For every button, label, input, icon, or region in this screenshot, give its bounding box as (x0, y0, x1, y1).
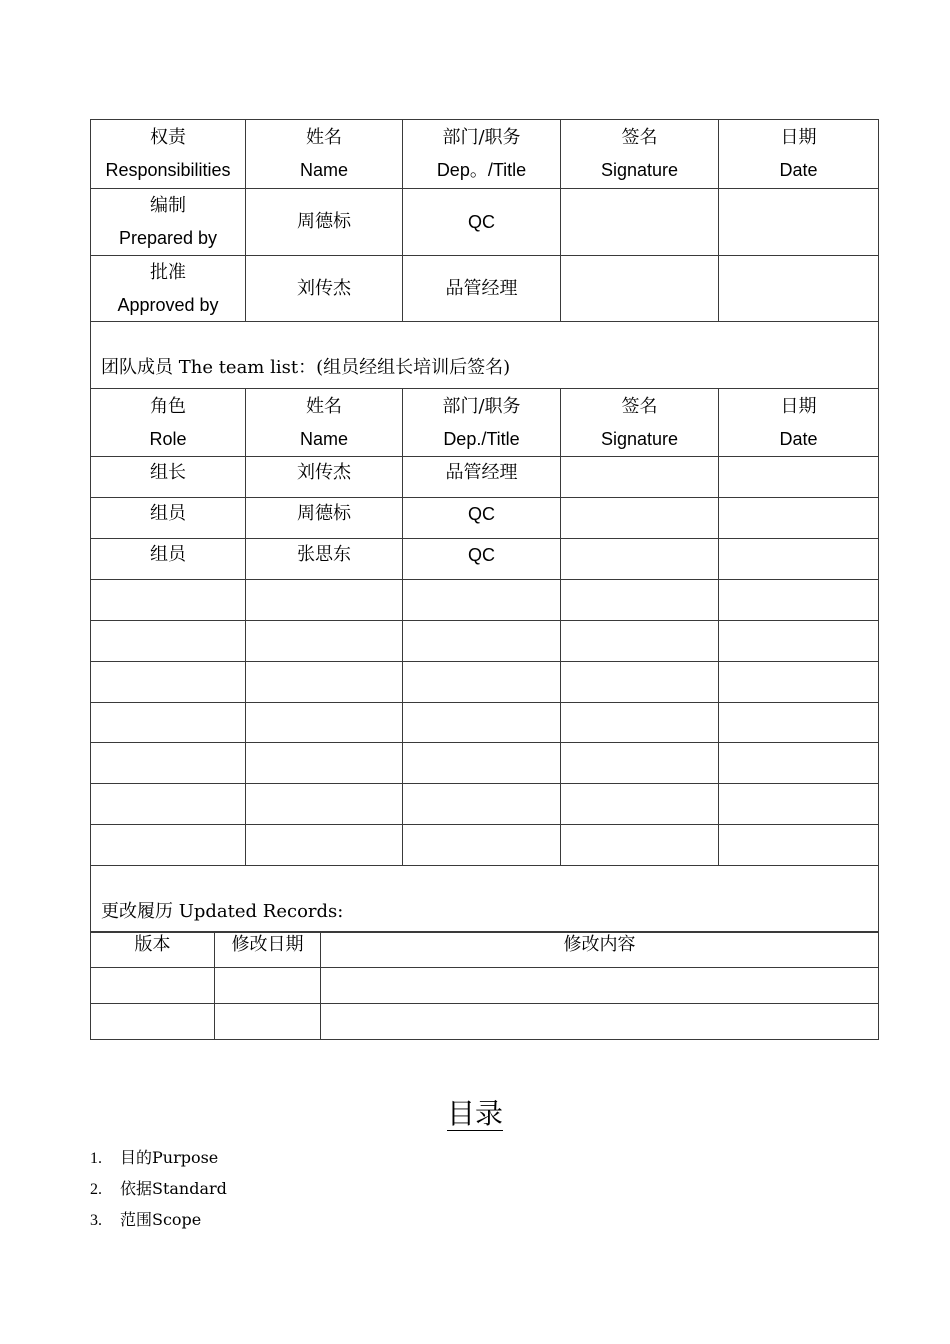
toc-item-number: 1. (90, 1150, 102, 1167)
empty-cell[interactable] (561, 703, 719, 743)
header-en: Date (779, 160, 818, 180)
header-dept-title (403, 120, 561, 189)
empty-cell[interactable] (91, 968, 215, 1004)
header-zh: 姓名 (306, 127, 342, 148)
empty-cell[interactable] (403, 621, 561, 662)
empty-cell[interactable] (719, 825, 879, 866)
header-responsibilities (91, 120, 246, 189)
header-name (246, 120, 403, 189)
team-label-row (91, 322, 879, 389)
empty-cell[interactable] (561, 580, 719, 621)
toc-item-text: 目的Purpose (120, 1148, 219, 1167)
toc-item-text: 范围Scope (120, 1210, 202, 1229)
date-cell[interactable] (719, 539, 879, 580)
header-zh: 姓名 (306, 395, 342, 417)
header-zh: 签名 (621, 395, 658, 417)
empty-cell[interactable] (719, 703, 879, 743)
empty-cell[interactable] (246, 703, 403, 743)
team-list-label: 团队成员 The team list：(组员经组长培训后签名) (91, 322, 879, 389)
toc-item-number: 2. (90, 1181, 102, 1198)
name-cell: 周德标 (246, 189, 403, 256)
date-cell[interactable] (719, 498, 879, 539)
date-cell[interactable] (719, 189, 879, 256)
empty-cell[interactable] (91, 784, 246, 825)
empty-cell[interactable] (246, 580, 403, 621)
header-modify-date: 修改日期 (215, 932, 321, 968)
header-en: Role (149, 428, 187, 449)
header-en: Responsibilities (105, 160, 231, 180)
header-zh: 日期 (780, 395, 817, 417)
empty-cell[interactable] (91, 703, 246, 743)
toc-item-text: 依据Standard (120, 1179, 227, 1198)
team-header-row (91, 389, 879, 457)
date-cell[interactable] (719, 256, 879, 322)
empty-cell[interactable] (719, 743, 879, 784)
toc-title (0, 1096, 950, 1132)
header-zh: 权责 (150, 127, 186, 148)
empty-cell[interactable] (321, 1004, 879, 1040)
header-date (719, 389, 879, 457)
header-en: Dep。/Title (436, 160, 527, 180)
empty-team-row (91, 662, 879, 703)
dept-cell: QC (403, 498, 561, 539)
empty-cell[interactable] (403, 703, 561, 743)
empty-cell[interactable] (246, 825, 403, 866)
approved-by-row (91, 256, 879, 322)
empty-cell[interactable] (561, 743, 719, 784)
header-signature (561, 389, 719, 457)
empty-cell[interactable] (403, 580, 561, 621)
empty-team-row (91, 580, 879, 621)
empty-cell[interactable] (403, 825, 561, 866)
header-en: Name (299, 160, 348, 180)
name-cell: 刘传杰 (246, 457, 403, 498)
header-role (91, 389, 246, 457)
dept-cell: 品管经理 (403, 457, 561, 498)
empty-cell[interactable] (321, 968, 879, 1004)
role-cell: 组员 (91, 498, 246, 539)
header-en: Date (779, 428, 818, 449)
header-modify-content: 修改内容 (321, 932, 879, 968)
header-name (246, 389, 403, 457)
empty-team-row (91, 743, 879, 784)
responsibilities-header-row (91, 120, 879, 189)
updated-records-table (90, 931, 879, 1040)
header-en: Signature (600, 428, 679, 449)
empty-cell[interactable] (91, 580, 246, 621)
records-row (91, 968, 879, 1004)
role-cell: 组长 (91, 457, 246, 498)
role-cell (91, 256, 246, 322)
toc-item-number: 3. (90, 1212, 102, 1229)
role-cell: 组员 (91, 539, 246, 580)
empty-team-row (91, 784, 879, 825)
empty-cell[interactable] (246, 784, 403, 825)
role-cell (91, 189, 246, 256)
name-cell: 张思东 (246, 539, 403, 580)
toc-item[interactable] (90, 1146, 227, 1177)
empty-team-row (91, 621, 879, 662)
header-en: Name (299, 428, 348, 449)
empty-cell[interactable] (403, 743, 561, 784)
empty-cell[interactable] (719, 784, 879, 825)
dept-cell: QC (403, 539, 561, 580)
approval-team-table (90, 119, 879, 933)
empty-cell[interactable] (403, 784, 561, 825)
team-row (91, 498, 879, 539)
empty-cell[interactable] (91, 621, 246, 662)
header-zh: 签名 (621, 127, 658, 148)
toc-item[interactable] (90, 1208, 227, 1239)
empty-cell[interactable] (91, 1004, 215, 1040)
empty-cell[interactable] (246, 743, 403, 784)
records-header-row (91, 932, 879, 968)
dept-cell: 品管经理 (403, 256, 561, 322)
header-dept-title (403, 389, 561, 457)
empty-cell[interactable] (91, 825, 246, 866)
records-row (91, 1004, 879, 1040)
header-zh: 部门/职务 (442, 127, 521, 148)
header-en: Dep./Title (443, 428, 520, 449)
header-date (719, 120, 879, 189)
team-row (91, 539, 879, 580)
empty-cell[interactable] (91, 743, 246, 784)
header-signature (561, 120, 719, 189)
signature-cell[interactable] (561, 256, 719, 322)
empty-cell[interactable] (719, 580, 879, 621)
date-cell[interactable] (719, 457, 879, 498)
signature-cell[interactable] (561, 457, 719, 498)
name-cell: 刘传杰 (246, 256, 403, 322)
empty-cell[interactable] (215, 1004, 321, 1040)
name-cell: 周德标 (246, 498, 403, 539)
empty-cell[interactable] (403, 662, 561, 703)
empty-cell[interactable] (561, 784, 719, 825)
role-en: Approved by (117, 294, 219, 315)
empty-cell[interactable] (561, 662, 719, 703)
role-zh: 编制 (150, 195, 186, 216)
empty-cell[interactable] (215, 968, 321, 1004)
empty-cell[interactable] (561, 621, 719, 662)
empty-team-row (91, 703, 879, 743)
role-en: Prepared by (118, 228, 218, 248)
header-version: 版本 (91, 932, 215, 968)
empty-team-row (91, 825, 879, 866)
header-zh: 部门/职务 (442, 395, 521, 417)
header-zh: 日期 (780, 127, 817, 148)
empty-cell[interactable] (91, 662, 246, 703)
empty-cell[interactable] (246, 621, 403, 662)
empty-cell[interactable] (246, 662, 403, 703)
updated-records-label: 更改履历 Updated Records: (91, 866, 879, 933)
prepared-by-row (91, 189, 879, 256)
empty-cell[interactable] (719, 621, 879, 662)
toc-list (90, 1146, 227, 1239)
records-label-row (91, 866, 879, 933)
signature-cell[interactable] (561, 539, 719, 580)
toc-item[interactable] (90, 1177, 227, 1208)
empty-cell[interactable] (561, 825, 719, 866)
header-zh: 角色 (150, 395, 186, 417)
dept-cell: QC (403, 189, 561, 256)
signature-cell[interactable] (561, 498, 719, 539)
empty-cell[interactable] (719, 662, 879, 703)
header-en: Signature (600, 160, 679, 180)
role-zh: 批准 (150, 261, 186, 283)
signature-cell[interactable] (561, 189, 719, 256)
toc-title-text: 目录 (446, 1097, 503, 1130)
team-row (91, 457, 879, 498)
